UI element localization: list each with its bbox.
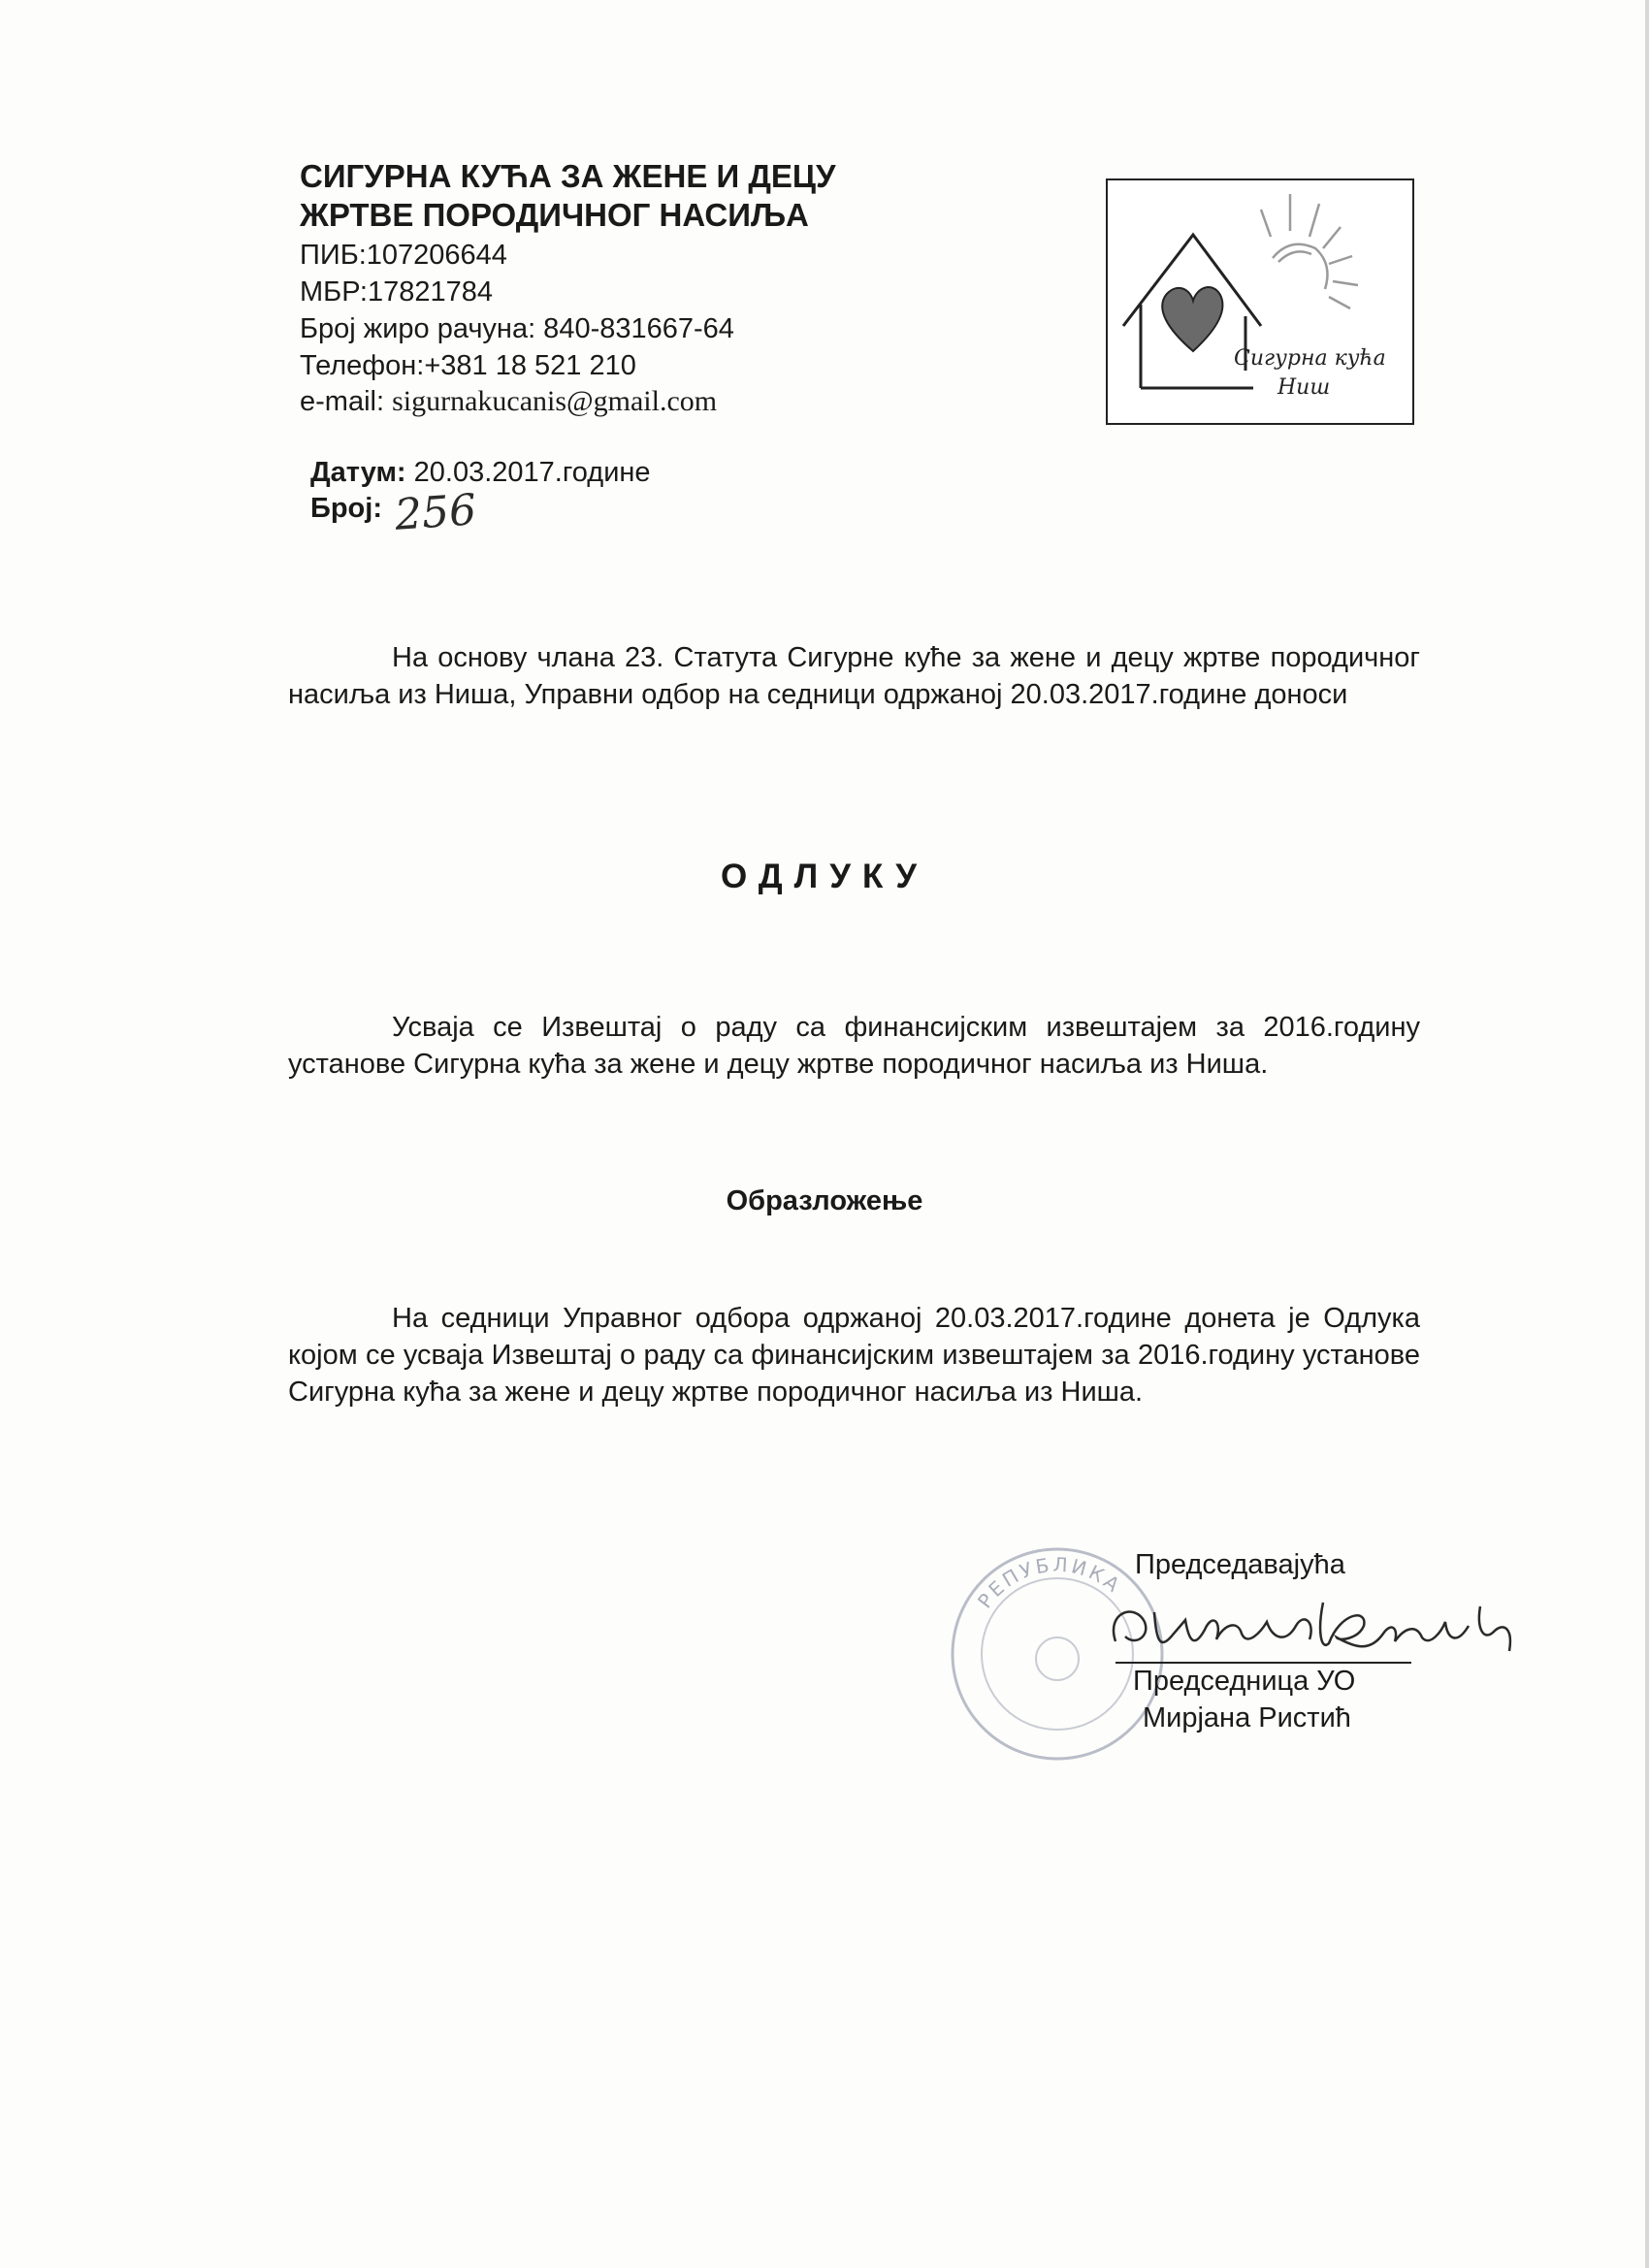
logo-text-line1: Сигурна кућа bbox=[1234, 346, 1386, 371]
explanation-paragraph: На седници Управног одбора одржаној 20.03.2017.године донета је Одлука којом се усваја Извештај о раду са финансијским извештајем за 2016.годину установе Сигурна кућа за жене и децу жртве породичног насиља из Ниша. bbox=[288, 1303, 1420, 1408]
logo-text-line2: Ниш bbox=[1277, 375, 1331, 400]
decision-title: ОДЛУКУ bbox=[720, 858, 929, 895]
email-label: e-mail: bbox=[300, 386, 385, 417]
account-line: Број жиро рачуна: 840-831667-64 bbox=[300, 313, 734, 344]
stamp-text: РЕПУБЛИКА bbox=[972, 1552, 1127, 1613]
organization-name-line2: ЖРТВЕ ПОРОДИЧНОГ НАСИЉА bbox=[300, 197, 809, 233]
signature-line bbox=[1116, 1662, 1411, 1664]
date-label: Датум: bbox=[310, 457, 406, 488]
organization-name bbox=[300, 157, 979, 235]
scan-edge bbox=[1645, 0, 1649, 2268]
pib-line: ПИБ:107206644 bbox=[300, 240, 507, 271]
number-line bbox=[310, 492, 382, 525]
explanation-heading: Образложење bbox=[726, 1185, 923, 1216]
organization-name-line1: СИГУРНА КУЋА ЗА ЖЕНЕ И ДЕЦУ bbox=[300, 158, 836, 194]
handwritten-number: 256 bbox=[393, 485, 478, 540]
phone-line: Телефон:+381 18 521 210 bbox=[300, 350, 636, 381]
handwritten-signature bbox=[1096, 1583, 1523, 1670]
house-heart-sun-logo-icon bbox=[1108, 180, 1412, 423]
date-value: 20.03.2017.године bbox=[413, 457, 651, 488]
decision-paragraph: Усваја се Извештај о раду са финансијским извештајем за 2016.годину установе Сигурна кућа за жене и децу жртве породичног насиља из Ниша. bbox=[288, 1012, 1420, 1080]
organization-logo bbox=[1106, 178, 1414, 425]
email-line bbox=[300, 385, 717, 418]
intro-paragraph: На основу члана 23. Статута Сигурне куће за жене и децу жртве породичног насиља из Ниша, Управни одбор на седници одржаној 20.03.2017.године доноси bbox=[288, 642, 1420, 710]
email-value: sigurnakucanis@gmail.com bbox=[392, 385, 718, 417]
number-label: Број: bbox=[310, 493, 382, 524]
signatory-name: Мирјана Ристић bbox=[1143, 1702, 1351, 1733]
signatory-role: Председавајућа bbox=[1135, 1549, 1345, 1580]
mbr-line: МБР:17821784 bbox=[300, 276, 493, 308]
heart-icon bbox=[1162, 287, 1222, 351]
date-line bbox=[310, 456, 651, 489]
signatory-title: Председница УО bbox=[1133, 1666, 1356, 1697]
